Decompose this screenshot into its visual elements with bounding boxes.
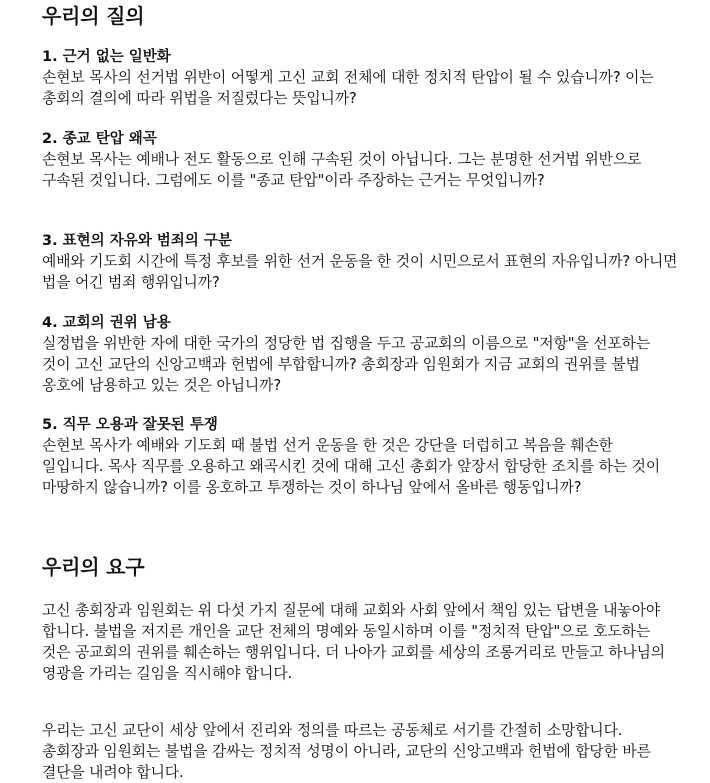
demands-paragraph-1: 고신 총회장과 임원회는 위 다섯 가지 질문에 대해 교회와 사회 앞에서 책임 있는 답변을 내놓아야 합니다. 불법을 저지른 개인을 교단 전체의 명예와 동일시하며 이를 "정치적 탄압"으로 호도하는 것은 공교회의 권위를 훼손하는 행위입니다. 더 나아가 교회를 세상의 조롱거리로 만들고 하나님의 영광을 가리는 길임을 직시해야 합니다. xyxy=(42,602,665,682)
question-body: 예배와 기도회 시간에 특정 후보를 위한 선거 운동을 한 것이 시민으로서 표현의 자유입니까? 아니면 법을 어긴 범죄 행위입니까? xyxy=(42,253,678,291)
demands-section-title: 우리의 요구 xyxy=(42,555,145,579)
question-item-1 xyxy=(42,47,678,109)
demands-paragraph-2: 우리는 고신 교단이 세상 앞에서 진리와 정의를 따르는 공동체로 서기를 간절히 소망합니다. 총회장과 임원회는 불법을 감싸는 정치적 성명이 아니라, 교단의 신앙고백과 헌법에 합당한 바른 결단을 내려야 합니다. xyxy=(42,722,651,781)
question-body: 실정법을 위반한 자에 대한 국가의 정당한 법 집행을 두고 공교회의 이름으로 "저항"을 선포하는 것이 고신 교단의 신앙고백과 헌법에 부합합니까? 총회장과 임원회가 지금 교회의 권위를 불법 옹호에 남용하고 있는 것은 아닙니까? xyxy=(42,335,651,394)
question-item-4 xyxy=(42,313,678,396)
question-heading: 5. 직무 오용과 잘못된 투쟁 xyxy=(42,417,218,433)
question-item-2 xyxy=(42,129,678,191)
question-body: 손현보 목사의 선거법 위반이 어떻게 고신 교회 전체에 대한 정치적 탄압이 될 수 있습니까? 이는 총회의 결의에 따라 위법을 저질렀다는 뜻입니까? xyxy=(42,69,654,107)
question-heading: 4. 교회의 권위 남용 xyxy=(42,315,171,331)
questions-section-title: 우리의 질의 xyxy=(42,4,145,28)
question-heading: 3. 표현의 자유와 범죄의 구분 xyxy=(42,233,232,249)
question-body: 손현보 목사는 예배나 전도 활동으로 인해 구속된 것이 아닙니다. 그는 분명한 선거법 위반으로 구속된 것입니다. 그럼에도 이를 "종교 탄압"이라 주장하는 근거는 무엇입니까? xyxy=(42,151,642,189)
question-heading: 2. 종교 탄압 왜곡 xyxy=(42,131,157,147)
question-item-5 xyxy=(42,415,678,498)
question-body: 손현보 목사가 예배와 기도회 때 불법 선거 운동을 한 것은 강단을 더럽히고 복음을 훼손한 일입니다. 목사 직무를 오용하고 왜곡시킨 것에 대해 고신 총회가 앞장서 합당한 조치를 하는 것이 마땅하지 않습니까? 이를 옹호하고 투쟁하는 것이 하나님 앞에서 올바른 행동입니까? xyxy=(42,437,661,496)
question-item-3 xyxy=(42,231,678,293)
question-heading: 1. 근거 없는 일반화 xyxy=(42,49,171,65)
